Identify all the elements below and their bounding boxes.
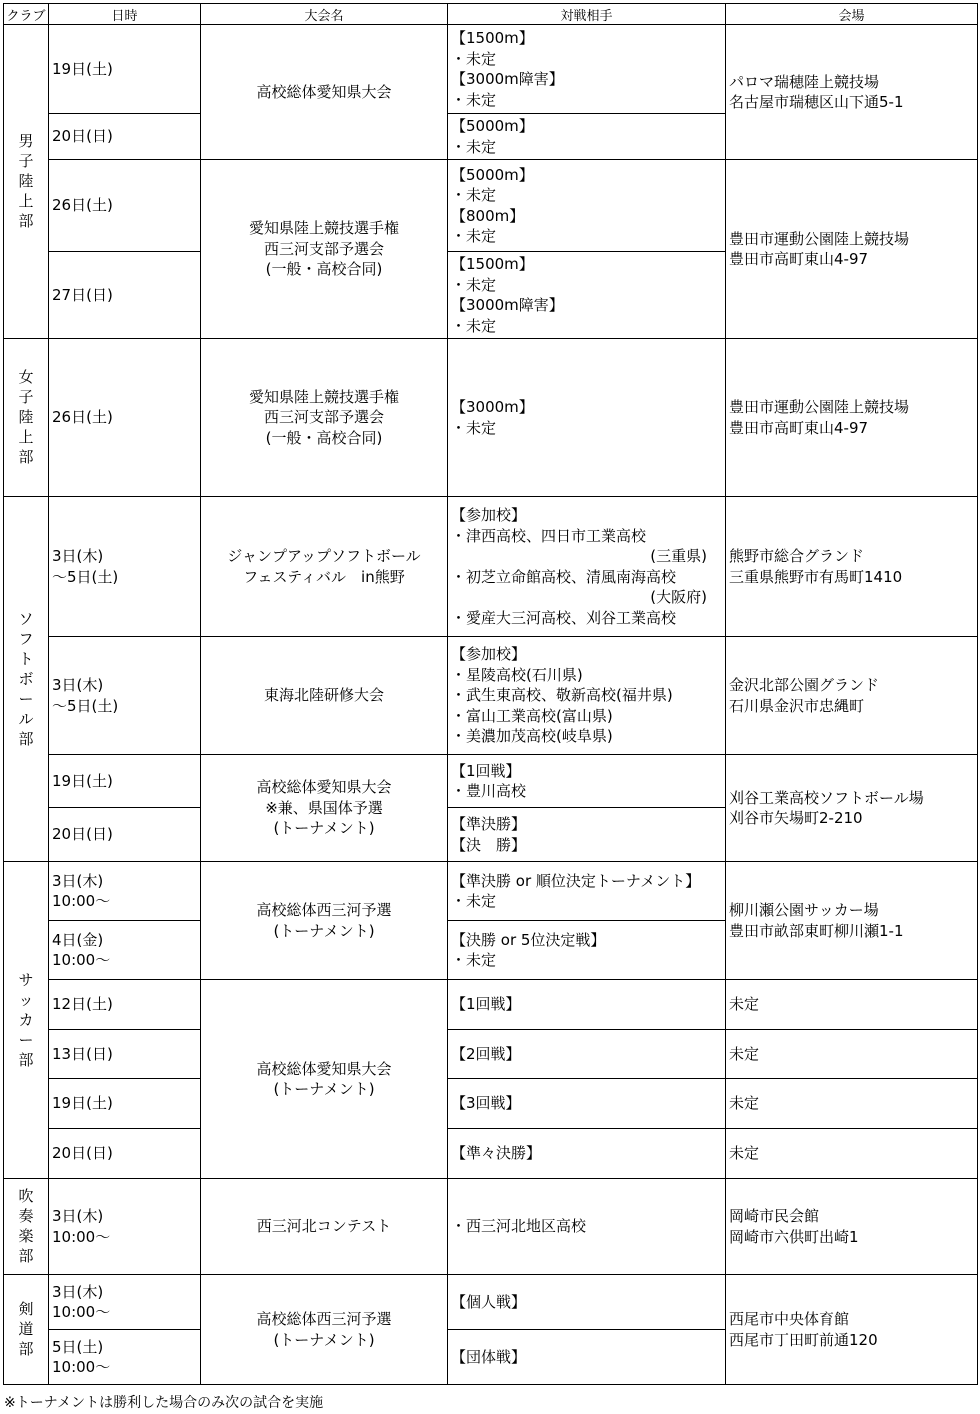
venue-cell (726, 1179, 978, 1275)
cell-line: 3日(木) (52, 1207, 104, 1225)
cell-line: 4日(金) (52, 930, 104, 949)
cell-line: ・星陵高校(石川県) (451, 665, 583, 684)
opponent-cell (448, 862, 726, 921)
table-row (4, 980, 978, 1030)
date-cell (49, 497, 201, 637)
header-venue: 会場 (726, 4, 978, 25)
cell-line: 10:00～ (52, 1303, 111, 1321)
cell-line: 未定 (729, 995, 760, 1014)
cell-line: ・豊川高校 (451, 782, 527, 800)
club-name: 剣道部 (18, 1300, 34, 1359)
club-name: サッカー部 (18, 970, 34, 1069)
opponent-cell (448, 497, 726, 637)
date-cell (49, 25, 201, 114)
cell-line: 26日(土) (52, 408, 113, 427)
cell-line: 西尾市中央体育館 (729, 1310, 850, 1328)
event-cell (201, 497, 448, 637)
event-cell (201, 339, 448, 497)
cell-line: ・未定 (451, 275, 497, 294)
club-cell-men-track (4, 25, 49, 339)
date-cell (49, 755, 201, 808)
club-name: 吹奏楽部 (18, 1187, 34, 1266)
cell-line: ・未定 (451, 49, 497, 68)
cell-line: 【参加校】 (451, 506, 527, 524)
opponent-cell (448, 339, 726, 497)
cell-line: ・武生東高校、敬新高校(福井県) (451, 686, 673, 705)
cell-line: (トーナメント) (273, 1080, 375, 1098)
cell-line: 【3000m】 (451, 398, 534, 416)
event-cell (201, 25, 448, 160)
venue-cell (726, 980, 978, 1030)
venue-cell (726, 25, 978, 160)
cell-line: 【準決勝 or 順位決定トーナメント】 (451, 871, 701, 890)
cell-line: (トーナメント) (273, 921, 375, 940)
cell-line: 高校総体西三河予選 (256, 1310, 392, 1328)
venue-cell (726, 160, 978, 339)
cell-line: 【1500m】 (451, 255, 534, 273)
cell-line: 5日(土) (52, 1337, 104, 1356)
cell-line: ・未定 (451, 227, 497, 245)
cell-line: (大阪府) (650, 588, 707, 606)
cell-line: ・富山工業高校(富山県) (451, 706, 613, 725)
event-cell (201, 160, 448, 339)
cell-line: ～5日(土) (52, 696, 119, 715)
opponent-cell (448, 160, 726, 252)
cell-line: 豊田市運動公園陸上競技場 (729, 229, 910, 248)
club-name: 男子陸上部 (18, 132, 34, 231)
cell-line: 岡崎市民会館 (729, 1207, 820, 1225)
cell-line: 3日(木) (52, 547, 104, 565)
cell-line: (トーナメント) (273, 1330, 375, 1349)
cell-line: 石川県金沢市忠縄町 (729, 696, 865, 715)
date-cell (49, 637, 201, 755)
date-cell (49, 114, 201, 160)
event-cell (201, 755, 448, 862)
cell-line: 未定 (729, 1094, 760, 1113)
cell-line: 豊田市高町東山4-97 (729, 250, 869, 268)
cell-line: (トーナメント) (273, 819, 375, 838)
opponent-cell (448, 1179, 726, 1275)
opponent-cell (448, 808, 726, 862)
cell-line: 愛知県陸上競技選手権 (248, 219, 399, 238)
cell-line: ・初芝立命館高校、清風南海高校 (451, 567, 677, 586)
date-cell (49, 1129, 201, 1179)
date-cell (49, 160, 201, 252)
venue-cell (726, 755, 978, 862)
cell-line: 愛知県陸上競技選手権 (248, 387, 399, 406)
opponent-cell (448, 921, 726, 980)
cell-line: ・美濃加茂高校(岐阜県) (451, 727, 613, 746)
event-cell (201, 637, 448, 755)
venue-cell (726, 1275, 978, 1385)
cell-line: ・西三河北地区高校 (451, 1217, 587, 1236)
cell-line: 20日(日) (52, 825, 113, 844)
cell-line: ・未定 (451, 137, 497, 156)
date-cell (49, 1179, 201, 1275)
cell-line: 岡崎市六供町出崎1 (729, 1227, 859, 1246)
cell-line: 20日(日) (52, 127, 113, 146)
table-row (4, 1129, 978, 1179)
event-cell (201, 862, 448, 980)
cell-line: ※兼、県国体予選 (265, 798, 383, 817)
opponent-cell (448, 1030, 726, 1079)
cell-line: 西三河支部予選会 (263, 408, 384, 427)
cell-line: ・津西高校、四日市工業高校 (451, 526, 647, 545)
header-opponent: 対戦相手 (448, 4, 726, 25)
cell-line: 26日(土) (52, 196, 113, 215)
cell-line: 20日(日) (52, 1144, 113, 1163)
club-name: ソフトボール部 (18, 609, 34, 748)
table-row (4, 1079, 978, 1129)
table-row (4, 1030, 978, 1079)
opponent-cell (448, 114, 726, 160)
club-cell-soccer (4, 862, 49, 1179)
cell-line: 【800m】 (451, 206, 525, 225)
cell-line: ・愛産大三河高校、刈谷工業高校 (451, 608, 677, 627)
cell-line: 12日(土) (52, 995, 113, 1014)
cell-line: パロマ瑞穂陸上競技場 (729, 72, 880, 91)
opponent-cell (448, 637, 726, 755)
date-cell (49, 808, 201, 862)
table-row (4, 755, 978, 808)
date-cell (49, 1275, 201, 1330)
table-row (4, 1179, 978, 1275)
cell-line: 名古屋市瑞穂区山下通5-1 (729, 93, 904, 111)
cell-line: (三重県) (650, 547, 707, 565)
event-cell (201, 1179, 448, 1275)
club-cell-women-track (4, 339, 49, 497)
venue-cell (726, 1129, 978, 1179)
cell-line: 【5000m】 (451, 165, 534, 184)
cell-line: 豊田市畝部東町柳川瀬1-1 (729, 921, 904, 940)
date-cell (49, 921, 201, 980)
cell-line: 豊田市高町東山4-97 (729, 418, 869, 437)
cell-line: ・未定 (451, 316, 497, 335)
opponent-cell (448, 25, 726, 114)
cell-line: 19日(土) (52, 771, 113, 790)
opponent-cell (448, 980, 726, 1030)
cell-line: 【3回戦】 (451, 1094, 521, 1113)
cell-line: 東海北陸研修大会 (263, 686, 384, 705)
club-name: 女子陸上部 (18, 368, 34, 467)
cell-line: 高校総体愛知県大会 (256, 778, 392, 797)
cell-line: 10:00～ (52, 951, 111, 969)
table-row (4, 25, 978, 114)
cell-line: 19日(土) (52, 59, 113, 78)
cell-line: 27日(日) (52, 285, 113, 304)
cell-line: 【1500m】 (451, 29, 534, 47)
cell-line: 3日(木) (52, 1282, 104, 1301)
cell-line: 【決勝 or 5位決定戦】 (451, 930, 606, 949)
table-row (4, 1275, 978, 1330)
cell-line: 刈谷工業高校ソフトボール場 (729, 788, 924, 807)
cell-line: 【1回戦】 (451, 761, 521, 780)
cell-line: 柳川瀬公園サッカー場 (729, 901, 879, 919)
cell-line: 【決 勝】 (451, 835, 527, 854)
club-cell-softball (4, 497, 49, 862)
event-cell (201, 980, 448, 1179)
cell-line: 高校総体愛知県大会 (256, 1059, 392, 1078)
cell-line: 【個人戦】 (451, 1292, 527, 1311)
cell-line: ・未定 (451, 951, 497, 969)
cell-line: 【参加校】 (451, 645, 527, 664)
cell-line: (一般・高校合同) (265, 428, 383, 447)
club-cell-band (4, 1179, 49, 1275)
date-cell (49, 1079, 201, 1129)
table-row (4, 160, 978, 252)
date-cell (49, 1030, 201, 1079)
cell-line: 【1回戦】 (451, 995, 521, 1014)
header-date: 日時 (49, 4, 201, 25)
header-club: クラブ (4, 4, 49, 25)
cell-line: 【3000m障害】 (451, 296, 564, 314)
venue-cell (726, 497, 978, 637)
venue-cell (726, 339, 978, 497)
table-row (4, 862, 978, 921)
cell-line: 10:00～ (52, 892, 111, 910)
opponent-cell (448, 252, 726, 339)
cell-line: 刈谷市矢場町2-210 (729, 809, 863, 827)
cell-line: フェスティバル in熊野 (243, 567, 405, 586)
venue-cell (726, 1079, 978, 1129)
venue-cell (726, 1030, 978, 1079)
cell-line: 10:00～ (52, 1227, 111, 1246)
date-cell (49, 980, 201, 1030)
cell-line: 西三河支部予選会 (263, 239, 384, 258)
cell-line: 【3000m障害】 (451, 70, 564, 88)
opponent-cell (448, 755, 726, 808)
cell-line: ・未定 (451, 186, 497, 204)
cell-line: ～5日(土) (52, 567, 119, 586)
cell-line: 13日(日) (52, 1044, 113, 1063)
cell-line: 【5000m】 (451, 117, 534, 135)
opponent-cell (448, 1079, 726, 1129)
cell-line: 3日(木) (52, 676, 104, 694)
opponent-cell (448, 1275, 726, 1330)
cell-line: 【団体戦】 (451, 1347, 527, 1366)
venue-cell (726, 862, 978, 980)
cell-line: 高校総体西三河予選 (256, 901, 392, 919)
cell-line: 西三河北コンテスト (256, 1217, 392, 1236)
cell-line: 高校総体愛知県大会 (256, 82, 392, 101)
cell-line: 三重県熊野市有馬町1410 (729, 567, 903, 586)
cell-line: 10:00～ (52, 1358, 111, 1376)
opponent-cell (448, 1330, 726, 1385)
header-row (4, 4, 978, 25)
date-cell (49, 862, 201, 921)
cell-line: 3日(木) (52, 871, 104, 890)
cell-line: 金沢北部公園グランド (729, 676, 880, 694)
footnote: ※トーナメントは勝利した場合のみ次の試合を実施 (4, 1395, 324, 1411)
cell-line: ・未定 (451, 418, 497, 437)
cell-line: 【2回戦】 (451, 1044, 521, 1063)
cell-line: ・未定 (451, 90, 497, 109)
table-row (4, 497, 978, 637)
schedule-table (3, 3, 978, 1385)
opponent-cell (448, 1129, 726, 1179)
date-cell (49, 1330, 201, 1385)
cell-line: 【準決勝】 (451, 815, 527, 833)
cell-line: 豊田市運動公園陸上競技場 (729, 398, 910, 416)
date-cell (49, 339, 201, 497)
venue-cell (726, 637, 978, 755)
event-cell (201, 1275, 448, 1385)
cell-line: 熊野市総合グランド (729, 547, 865, 565)
cell-line: ・未定 (451, 892, 497, 910)
cell-line: (一般・高校合同) (265, 260, 383, 279)
table-row (4, 339, 978, 497)
date-cell (49, 252, 201, 339)
cell-line: 未定 (729, 1044, 760, 1063)
club-cell-kendo (4, 1275, 49, 1385)
header-event: 大会名 (201, 4, 448, 25)
cell-line: 未定 (729, 1144, 760, 1163)
cell-line: 【準々決勝】 (451, 1144, 542, 1163)
table-row (4, 637, 978, 755)
cell-line: ジャンプアップソフトボール (227, 547, 421, 565)
cell-line: 19日(土) (52, 1094, 113, 1113)
cell-line: 西尾市丁田町前通120 (729, 1330, 878, 1349)
